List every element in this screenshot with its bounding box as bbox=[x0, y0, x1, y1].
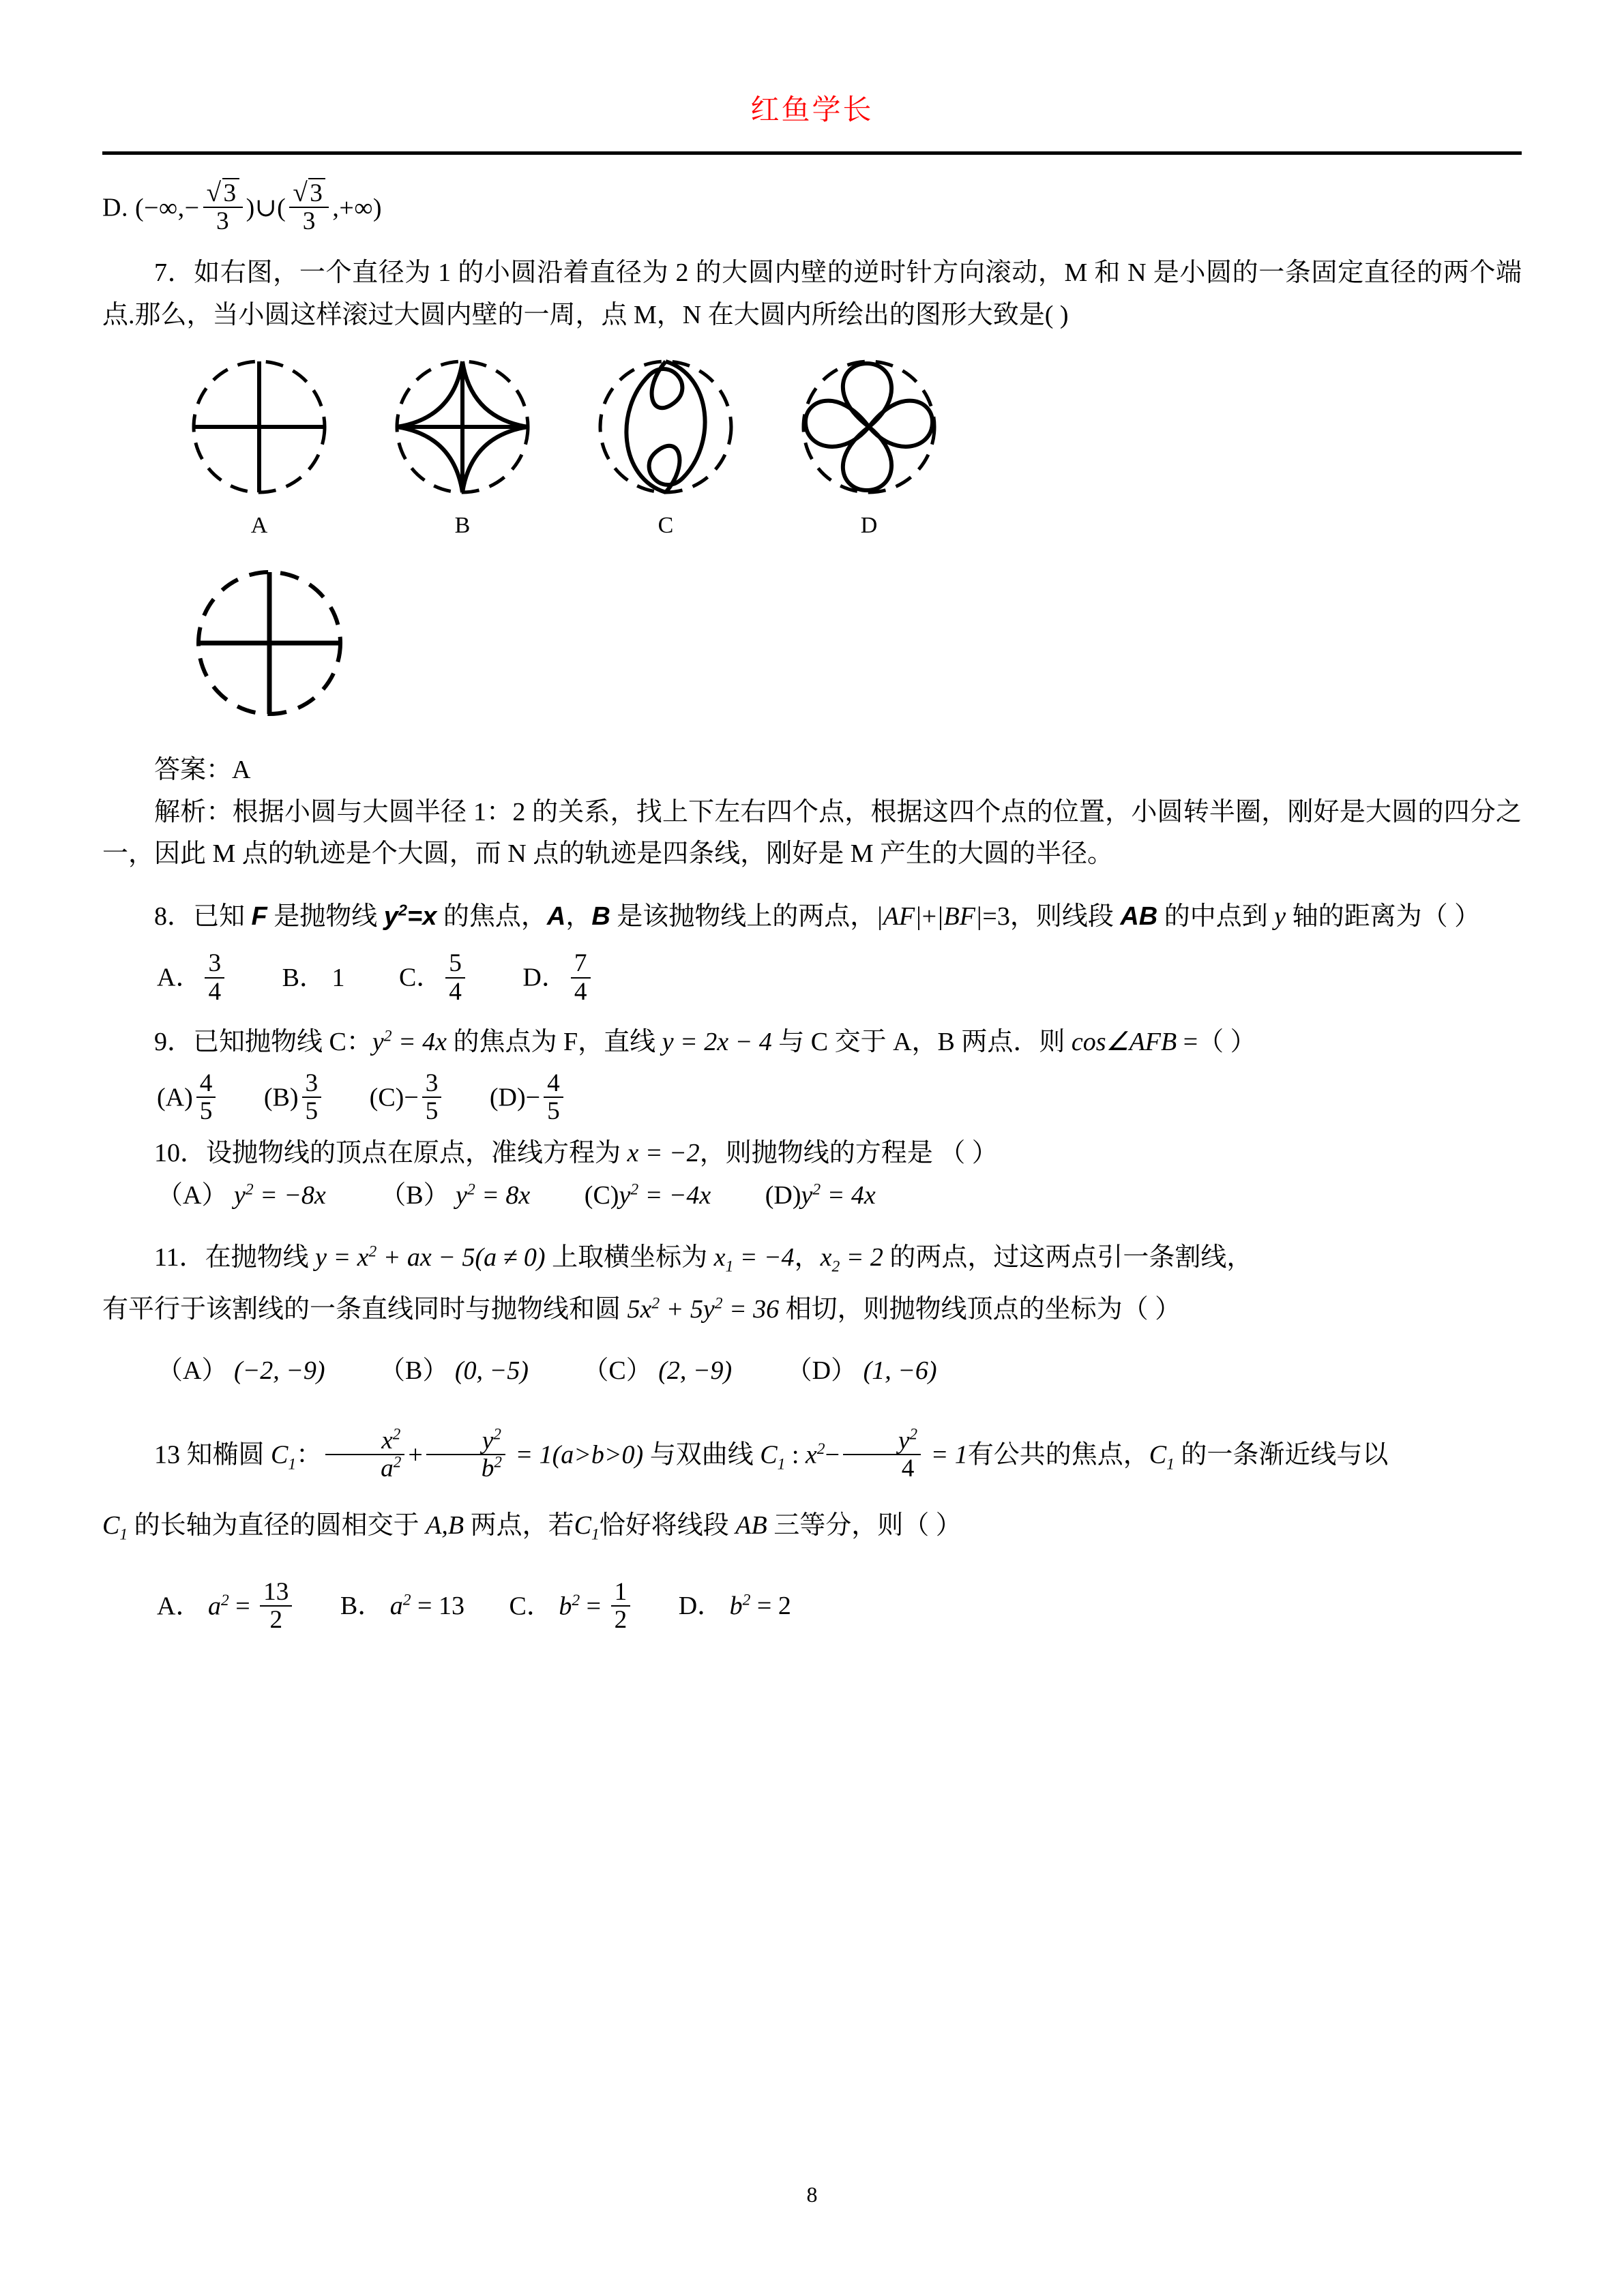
question-7 bbox=[102, 252, 1522, 876]
question-8-options bbox=[102, 950, 1522, 1004]
q8-opt-d-fraction: $\frac{7}{4}$ bbox=[571, 950, 591, 1004]
previous-option-d bbox=[102, 178, 1522, 235]
q13-opt-c-fraction: $\frac{1}{2}$ bbox=[611, 1579, 631, 1633]
question-10-options bbox=[102, 1175, 1522, 1217]
q10-option-d: $(D)y^2 = 4x$ bbox=[765, 1180, 876, 1210]
figure-d-label: D bbox=[860, 513, 878, 539]
q9-option-a: (A) $\frac{4}{5}$ bbox=[157, 1070, 219, 1124]
question-11-text-line1: 11．在抛物线 $y = x^2$ + ax − 5(a ≠ 0) 上取横坐标为 $x_1 = -4$，$x_2 = 2$ 的两点，过这两点引一条割线， bbox=[154, 1242, 1253, 1276]
q13-option-a: A． $a^2$ = $\frac{13}{2}$ bbox=[157, 1579, 295, 1633]
figure-b-graphic bbox=[384, 348, 541, 505]
question-7-text: 7．如右图，一个直径为 1 的小圆沿着直径为 2 的大圆内壁的逆时针方向滚动，M 和 N 是小圆的一条固定直径的两个端点.那么，当小圆这样滚过大圆内壁的一周，点 M，N 在大圆内所绘出的图形大致是( ) bbox=[102, 258, 1522, 329]
figure-option-c bbox=[584, 348, 748, 539]
q9-opt-c-fraction: $\frac{3}{5}$ bbox=[422, 1070, 442, 1124]
figure-c-graphic bbox=[587, 348, 744, 505]
q13-opt-a-fraction: $\frac{13}{2}$ bbox=[260, 1579, 292, 1633]
question-9-options bbox=[102, 1070, 1522, 1124]
page-header bbox=[102, 0, 1522, 136]
figure-c-label: C bbox=[658, 513, 674, 539]
q13-option-b: B． $a^2 = 13$ bbox=[340, 1591, 464, 1621]
q8-option-b: B． 1 bbox=[282, 964, 345, 993]
q8-option-c: C． $\frac{5}{4}$ bbox=[399, 950, 469, 1004]
q11-option-c: （C） (2, −9) bbox=[582, 1356, 733, 1385]
question-9 bbox=[102, 1022, 1522, 1125]
q9-opt-a-fraction: $\frac{4}{5}$ bbox=[196, 1070, 216, 1124]
q8-option-d: D． $\frac{7}{4}$ bbox=[522, 950, 593, 1004]
question-7-analysis: 解析：根据小圆与大圆半径 1：2 的关系，找上下左右四个点，根据这四个点的位置，小圆转半圈，刚好是大圆的四分之一，因此 M 点的轨迹是个大圆，而 N 点的轨迹是四条线，刚好是 M 产生的大圆的半径。 bbox=[102, 797, 1522, 869]
question-9-text: 9．已知抛物线 C：$y^2 = 4x$ 的焦点为 F，直线 y = 2x − 4 与 C 交于 A，B 两点．则 cos∠AFB =（ ） bbox=[154, 1027, 1256, 1056]
q11-option-b: （B） (0, −5) bbox=[379, 1356, 529, 1385]
q13-hyperbola-y-term: $\frac{y^2}{4}$ bbox=[843, 1427, 921, 1482]
question-8-text: 8．已知 F 是抛物线 $y^2=x$ 的焦点，A，B 是该抛物线上的两点，|AF|+|BF|=3，则线段 AB 的中点到 y 轴的距离为（ ） bbox=[154, 901, 1481, 931]
q13-option-c: C． $b^2$ = $\frac{1}{2}$ bbox=[509, 1579, 634, 1633]
q11-option-d: （D） (1, −6) bbox=[786, 1356, 937, 1385]
figure-b-label: B bbox=[454, 513, 471, 539]
q9-opt-b-fraction: $\frac{3}{5}$ bbox=[302, 1070, 322, 1124]
question-10 bbox=[102, 1133, 1522, 1216]
question-7-answer-figure bbox=[102, 558, 1522, 732]
question-7-figure-row bbox=[102, 348, 1522, 539]
answer-figure-graphic bbox=[184, 558, 355, 728]
question-11 bbox=[102, 1232, 1522, 1392]
q10-option-a: （A） $y^2 = -8x$ bbox=[157, 1180, 326, 1210]
q13-option-d: D． $b^2 = 2$ bbox=[678, 1591, 791, 1621]
question-13 bbox=[102, 1427, 1522, 1633]
figure-a-graphic bbox=[181, 348, 338, 505]
question-11-text-line2: 有平行于该割线的一条直线同时与抛物线和圆 $5x^2 + 5y^2 = 36$ 相切，则抛物线顶点的坐标为（ ） bbox=[102, 1294, 1181, 1324]
figure-option-d bbox=[787, 348, 951, 539]
figure-a-label: A bbox=[250, 513, 268, 539]
q10-option-b: （B） $y^2 = 8x$ bbox=[380, 1180, 531, 1210]
figure-d-graphic bbox=[791, 348, 947, 505]
question-8 bbox=[102, 896, 1522, 1005]
q13-ellipse-x-term: $\frac{x^2}{a^2}$ bbox=[325, 1427, 404, 1482]
page-number: 8 bbox=[806, 2182, 818, 2207]
question-13-options bbox=[102, 1579, 1522, 1633]
figure-option-b bbox=[381, 348, 544, 539]
header-title: 红鱼学长 bbox=[750, 93, 874, 126]
question-13-text-line2: $C_1$ 的长轴为直径的圆相交于 A,B 两点，若$C_1$恰好将线段 AB 三等分，则（ ） bbox=[102, 1510, 962, 1544]
question-13-text-line1: 13 知椭圆 $C_1$： $\frac{x^2}{a^2}$ + $\frac{y^2}{b^2}$ = 1(a>b>0) 与双曲线 $C_1$ : $x^2-$ $\frac{y^2}{4}$ = 1有公共的焦点，$C_1$ 的一条渐近线与以 bbox=[154, 1425, 1389, 1482]
q8-option-a: A． $\frac{3}{4}$ bbox=[157, 950, 228, 1004]
q9-option-b: (B) $\frac{3}{5}$ bbox=[264, 1070, 325, 1124]
q13-ellipse-y-term: $\frac{y^2}{b^2}$ bbox=[426, 1427, 505, 1482]
q9-option-d: (D)− $\frac{4}{5}$ bbox=[490, 1070, 567, 1124]
question-11-options bbox=[102, 1350, 1522, 1392]
option-d-expression: (−∞,− $\frac{√3}{3}$ )∪( $\frac{√3}{3}$ ,+∞) bbox=[134, 178, 383, 236]
question-10-text: 10．设抛物线的顶点在原点，准线方程为 x = −2，则抛物线的方程是 （ ） bbox=[154, 1139, 998, 1168]
header-divider bbox=[102, 151, 1522, 155]
figure-option-a bbox=[177, 348, 341, 539]
q8-opt-c-fraction: $\frac{5}{4}$ bbox=[445, 950, 465, 1004]
sqrt3-over-3-left: $\frac{√3}{3}$ bbox=[203, 178, 243, 235]
q9-opt-d-fraction: $\frac{4}{5}$ bbox=[544, 1070, 563, 1124]
q9-option-c: (C)− $\frac{3}{5}$ bbox=[370, 1070, 445, 1124]
sqrt3-over-3-right: $\frac{√3}{3}$ bbox=[289, 178, 329, 235]
q10-option-c: $(C)y^2 = -4x$ bbox=[584, 1180, 711, 1210]
q11-option-a: （A） (−2, −9) bbox=[157, 1356, 325, 1385]
option-d-label: D. bbox=[102, 193, 128, 222]
question-7-answer: 答案：A bbox=[154, 756, 251, 785]
q8-opt-a-fraction: $\frac{3}{4}$ bbox=[205, 950, 224, 1004]
